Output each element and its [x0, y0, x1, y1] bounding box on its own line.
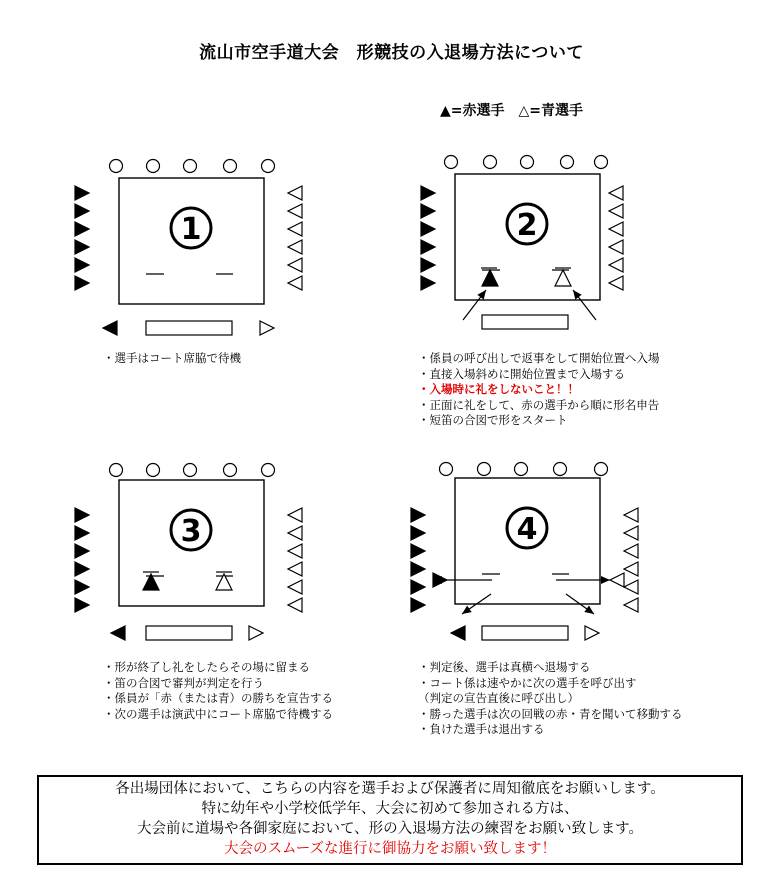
judge-circle	[515, 463, 528, 476]
court-table	[482, 315, 568, 329]
note-line: ・係員が「赤（または青）の勝ちを宣告する	[103, 691, 333, 705]
red-waiting-marker	[75, 258, 89, 272]
judge-circle	[561, 156, 574, 169]
step2-notes	[418, 351, 660, 429]
step-number: 1	[180, 212, 202, 247]
judge-circle	[445, 156, 458, 169]
blue-table-marker	[585, 626, 599, 640]
blue-waiting-marker	[609, 240, 623, 254]
red-waiting-marker	[75, 204, 89, 218]
judge-circle	[440, 463, 453, 476]
judge-circle	[554, 463, 567, 476]
red-waiting-marker	[411, 598, 425, 612]
blue-table-marker	[249, 626, 263, 640]
page-title: 流山市空手道大会 形競技の入退場方法について	[199, 43, 584, 63]
judge-circle	[110, 464, 123, 477]
blue-waiting-marker	[288, 240, 302, 254]
notice-box	[37, 775, 743, 865]
red-waiting-marker	[411, 562, 425, 576]
entry-arrow-red-head	[477, 290, 486, 300]
note-line: ・形が終了し礼をしたらその場に留まる	[103, 660, 310, 674]
warning-note: ・入場時に礼をしないこと！！	[418, 382, 579, 396]
judge-circle	[521, 156, 534, 169]
note-line: （判定の宣告直後に呼び出し）	[418, 691, 579, 705]
red-waiting-marker	[75, 276, 89, 290]
court-table	[146, 321, 232, 335]
judge-circle	[595, 156, 608, 169]
red-competitor	[482, 270, 498, 286]
blue-waiting-marker	[288, 580, 302, 594]
red-waiting-marker	[421, 222, 435, 236]
red-waiting-marker	[421, 240, 435, 254]
blue-competitor	[555, 270, 571, 286]
judge-circle	[595, 463, 608, 476]
blue-waiting-marker	[624, 598, 638, 612]
note-line: ・勝った選手は次の回戦の赤・青を聞いて移動する	[418, 706, 683, 721]
note-line: ・正面に礼をして、赤の選手から順に形名申告	[418, 397, 660, 412]
note-line: ・笛の合図で審判が判定を行う	[103, 675, 264, 690]
red-waiting-marker	[75, 526, 89, 540]
enter-arrow-blue-head	[584, 606, 594, 614]
blue-waiting-marker	[609, 276, 623, 290]
step-number: 2	[516, 208, 538, 243]
judge-circle	[147, 464, 160, 477]
red-waiting-marker	[421, 258, 435, 272]
judge-circle	[224, 464, 237, 477]
note-line: ・判定後、選手は真横へ退場する	[418, 660, 591, 674]
red-waiting-marker	[421, 186, 435, 200]
blue-waiting-marker	[288, 186, 302, 200]
step4-notes	[418, 660, 683, 738]
court-table	[482, 626, 568, 640]
blue-waiting-marker	[288, 508, 302, 522]
notice-line: 各出場団体において、こちらの内容を選手および保護者に周知徹底をお願いします。	[115, 781, 665, 797]
note-line: ・負けた選手は退出する	[418, 722, 545, 736]
red-waiting-marker	[421, 204, 435, 218]
red-waiting-marker	[411, 544, 425, 558]
red-waiting-marker	[75, 508, 89, 522]
judge-circle	[478, 463, 491, 476]
blue-exiting	[610, 573, 624, 587]
judge-circle	[110, 160, 123, 173]
blue-table-marker	[260, 321, 274, 335]
blue-waiting-marker	[609, 258, 623, 272]
blue-waiting-marker	[609, 222, 623, 236]
red-waiting-marker	[75, 544, 89, 558]
judge-circle	[262, 160, 275, 173]
blue-waiting-marker	[609, 186, 623, 200]
red-waiting-marker	[75, 598, 89, 612]
blue-waiting-marker	[288, 598, 302, 612]
blue-waiting-marker	[288, 222, 302, 236]
note-line: ・次の選手は演武中にコート席脇で待機する	[103, 706, 333, 721]
blue-waiting-marker	[288, 526, 302, 540]
court-table	[146, 626, 232, 640]
red-table-marker	[111, 626, 125, 640]
blue-waiting-marker	[288, 562, 302, 576]
red-waiting-marker	[421, 276, 435, 290]
judge-circle	[147, 160, 160, 173]
judge-circle	[184, 160, 197, 173]
red-waiting-marker	[411, 526, 425, 540]
step3-notes	[103, 660, 333, 722]
red-waiting-marker	[411, 580, 425, 594]
blue-waiting-marker	[288, 276, 302, 290]
notice-line: 大会前に道場や各御家庭において、形の入退場方法の練習をお願い致します。	[136, 821, 644, 837]
blue-waiting-marker	[624, 508, 638, 522]
judge-circle	[484, 156, 497, 169]
red-waiting-marker	[75, 562, 89, 576]
red-table-marker	[103, 321, 117, 335]
notice-line: 特に幼年や小学校低学年、大会に初めて参加される方は、	[201, 801, 579, 817]
red-table-marker	[451, 626, 465, 640]
note-line: ・直接入場斜めに開始位置まで入場する	[418, 366, 625, 381]
note-line: ・コート係は速やかに次の選手を呼び出す	[418, 675, 637, 690]
red-waiting-marker	[75, 222, 89, 236]
notice-emphasis: 大会のスムーズな進行に御協力をお願い致します！	[223, 841, 557, 857]
note-line: ・係員の呼び出しで返事をして開始位置へ入場	[418, 351, 660, 365]
red-waiting-marker	[75, 186, 89, 200]
note-line: ・短笛の合図で形をスタート	[418, 413, 568, 427]
step1-notes	[103, 351, 241, 367]
blue-waiting-marker	[624, 526, 638, 540]
blue-waiting-marker	[288, 258, 302, 272]
red-waiting-marker	[411, 508, 425, 522]
entry-arrow-blue-head	[573, 290, 582, 300]
note-line: ・選手はコート席脇で待機	[103, 351, 241, 365]
blue-waiting-marker	[609, 204, 623, 218]
blue-waiting-marker	[288, 544, 302, 558]
exit-arrow-blue-head	[601, 576, 610, 584]
step-number: 3	[180, 514, 202, 549]
red-waiting-marker	[75, 240, 89, 254]
blue-waiting-marker	[288, 204, 302, 218]
blue-waiting-marker	[624, 562, 638, 576]
step-number: 4	[516, 512, 538, 547]
enter-arrow-red-head	[462, 606, 472, 614]
red-exiting	[433, 573, 447, 587]
blue-waiting-marker	[624, 544, 638, 558]
judge-circle	[184, 464, 197, 477]
judge-circle	[262, 464, 275, 477]
legend: ▲=赤選手 △=青選手	[440, 103, 583, 119]
red-waiting-marker	[75, 580, 89, 594]
judge-circle	[224, 160, 237, 173]
blue-waiting-marker	[624, 580, 638, 594]
